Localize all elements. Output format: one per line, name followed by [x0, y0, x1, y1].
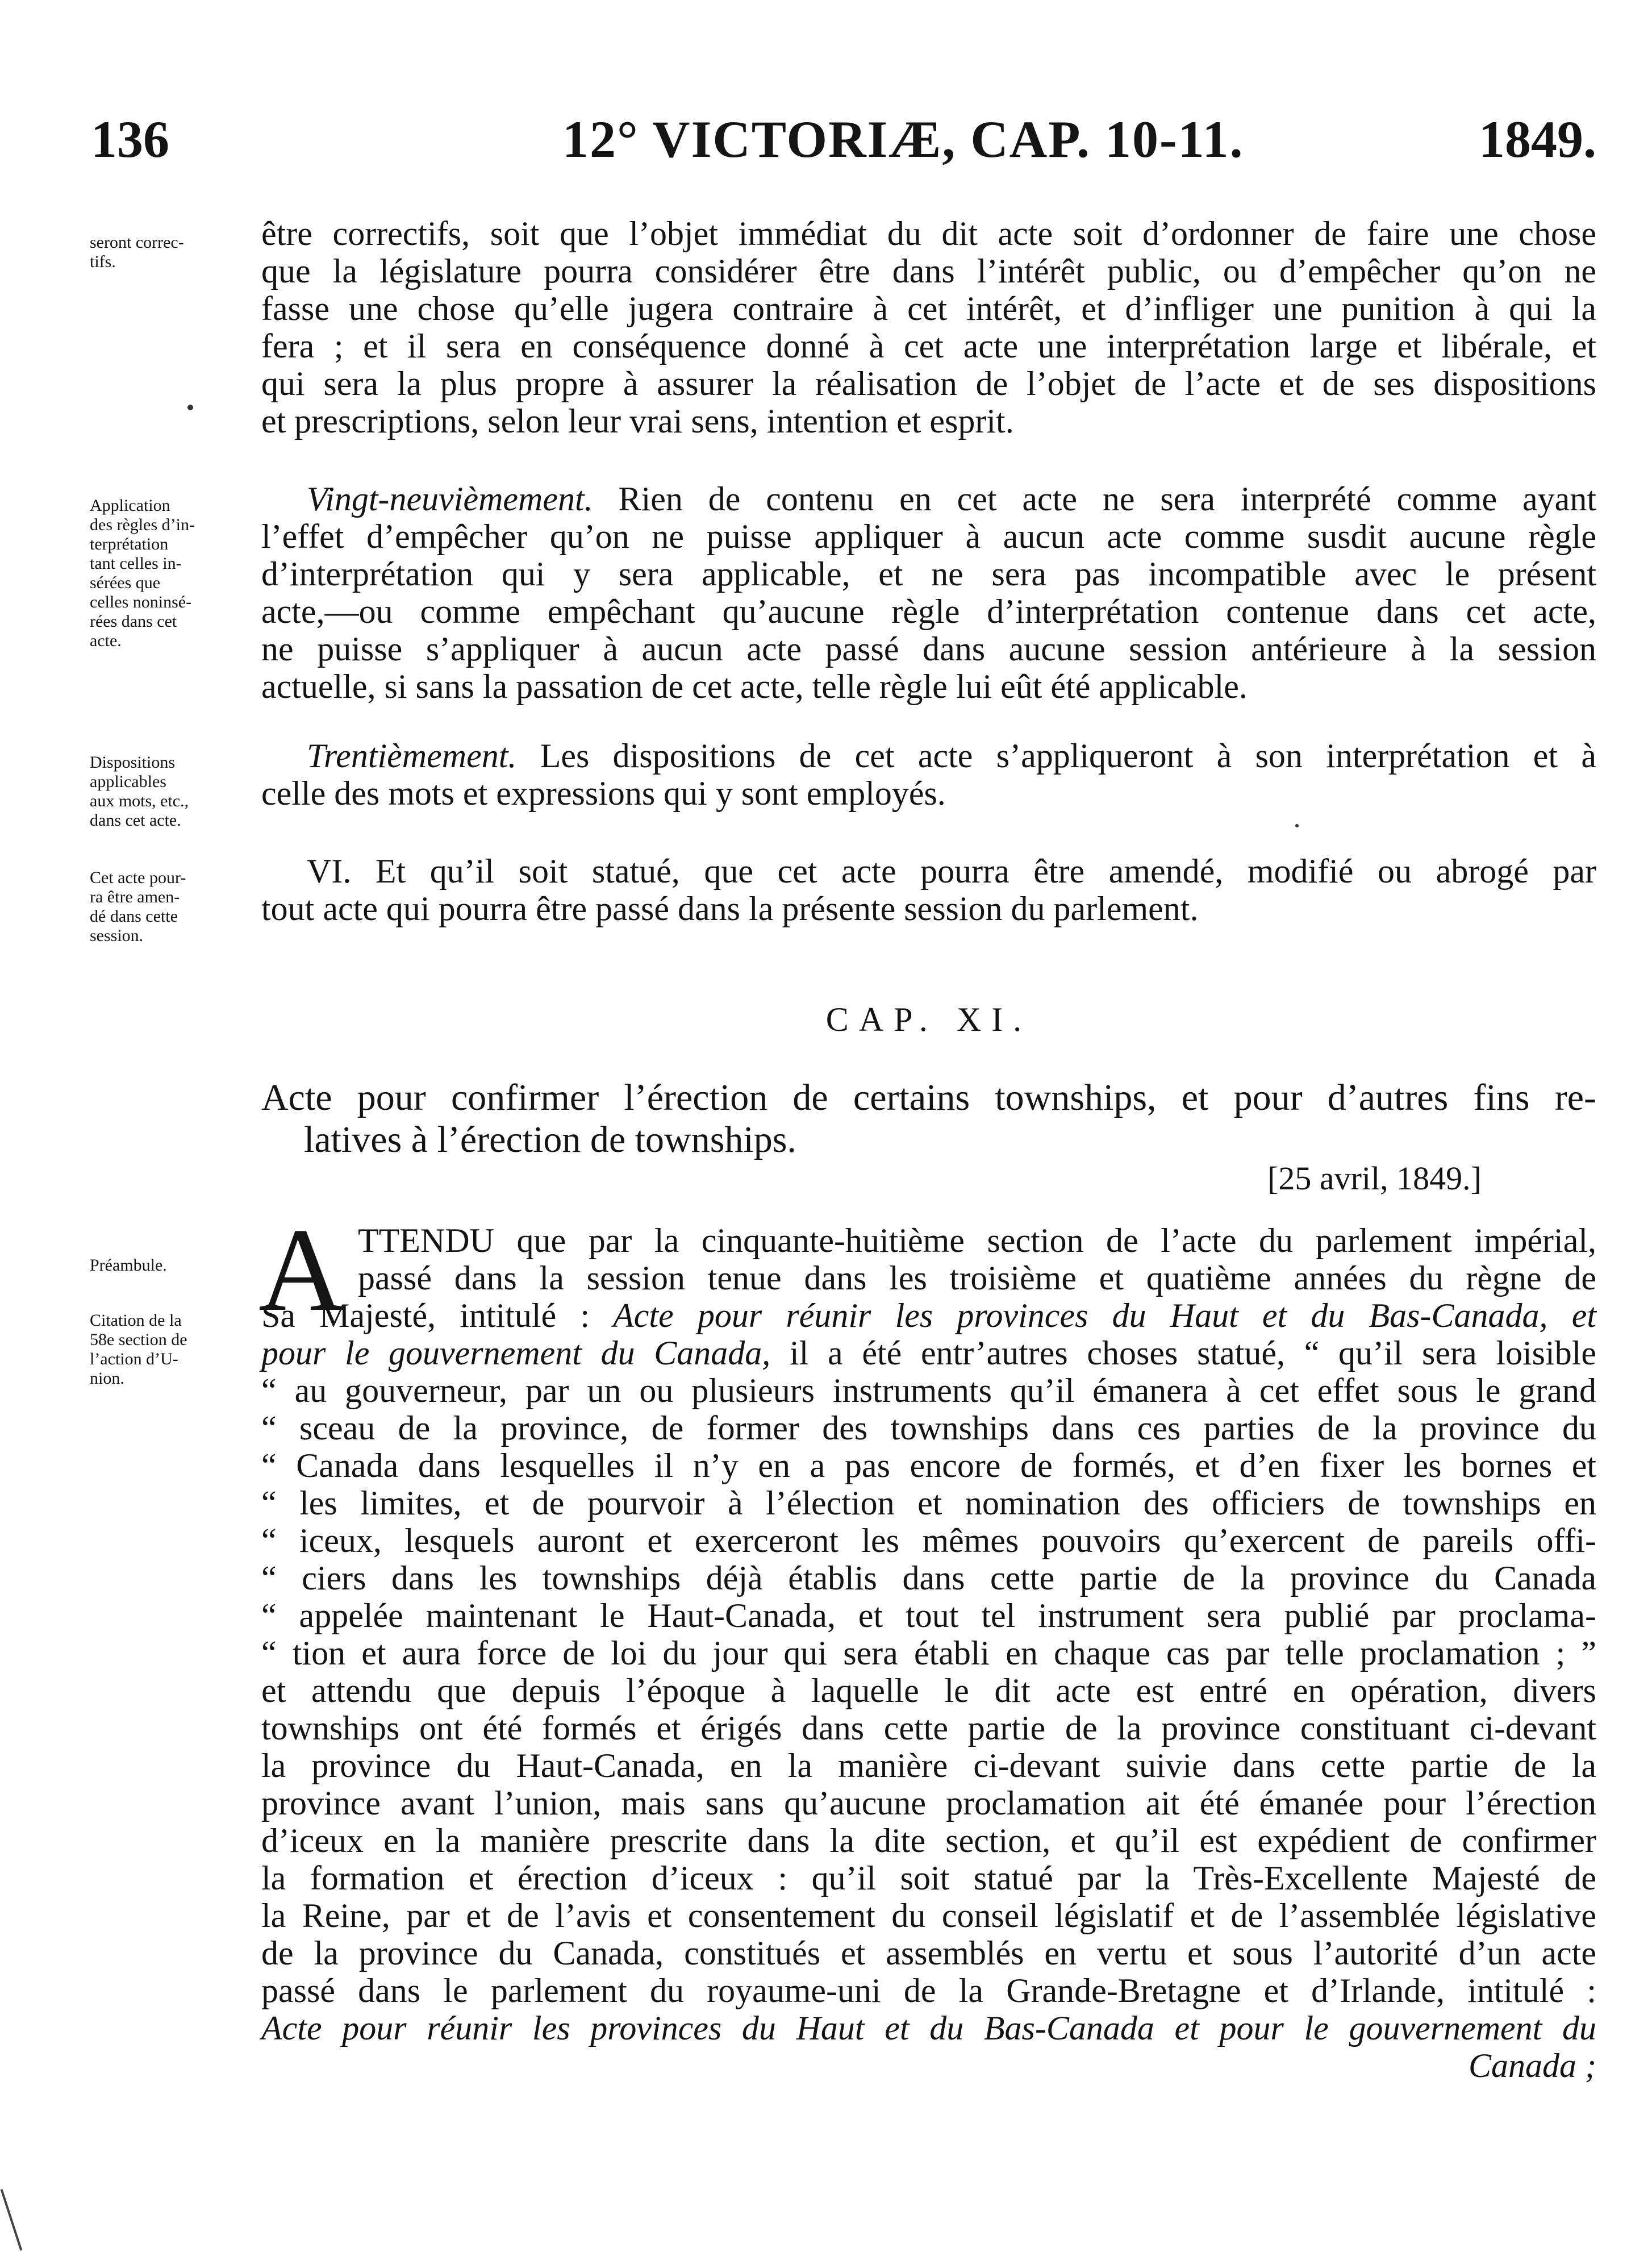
margin-note: Préambule.: [90, 1256, 167, 1275]
page-edge-mark: [1, 2189, 23, 2251]
margin-note: Cet acte pour- ra être amen- dé dans cette session.: [90, 868, 186, 945]
paragraph: être correctifs, soit que l’objet immédiat du dit acte soit d’ordonner de faire une chose que la législature pourra considérer être dans l’intérêt public, ou d’empêcher qu’on ne fasse une chose qu’elle jugera contraire à cet intérêt, et d’infliger une punition à qui la fera ; et il sera en conséquence donné à cet acte une interprétation large et libérale, et qui sera la plus propre à assurer la réalisation de l’objet de l’acte et de ses dispositions et prescriptions, selon leur vrai sens, intention et esprit.: [261, 215, 1596, 440]
paragraph: VI. Et qu’il soit statué, que cet acte pourra être amendé, modifié ou abrogé par tout acte qui pourra être passé dans la présente session du parlement.: [261, 852, 1596, 927]
paragraph: TTENDU que par la cinquante-huitième section de l’acte du parlement impérial, passé dans la session tenue dans les troisième et quatième années du règne de: [358, 1222, 1596, 1297]
margin-note: Citation de la 58e section de l’action d’U- nion.: [90, 1311, 187, 1388]
chapter-title: Acte pour confirmer l’érection de certains townships, et pour d’autres fins re- latives à l’érection de townships.: [261, 1077, 1596, 1160]
margin-note: seront correc- tifs.: [90, 233, 184, 271]
margin-note: Application des règles d’in- terprétation tant celles in- sérées que celles noninsé- rées dans cet acte.: [90, 496, 195, 650]
preamble-text: Sa Majesté, intitulé : Acte pour réunir les provinces du Haut et du Bas-Canada, et pour le gouvernement du Canada, il a été entr’autres choses statué, “ qu’il sera loisible “ au gouverneur, par un ou plusieurs instruments qu’il émanera à cet effet sous le grand “ sceau de la province, de former des townships dans ces parties de la province du “ Canada dans lesquelles il n’y en a pas encore de formés, et d’en fixer les bornes et “ les limites, et de pourvoir à l’élection et nomination des officiers de townships en “ iceux, lesquels auront et exerceront les mêmes pouvoirs qu’exercent de pareils offi- “ ciers dans les townships déjà établis dans cette partie de la province du Canada “ appelée maintenant le Haut-Canada, et tout tel instrument sera publié par proclama- “ tion et aura force de loi du jour qui sera établi en chaque cas par telle proclamation ; ” et attendu que depuis l’époque à laquelle le dit acte est entré en opération, divers townships ont été formés et érigés dans cette partie de la province constituant ci-devant la province du Haut-Canada, en la manière ci-devant suivie dans cette partie de la province avant l’union, mais sans qu’aucune proclamation ait été émanée pour l’érection d’iceux en la manière prescrite dans la dite section, et qu’il est expédient de confirmer la formation et érection d’iceux : qu’il soit statué par la Très-Excellente Majesté de la Reine, par et de l’avis et consentement du conseil législatif et de l’assemblée législative de la province du Canada, constitués et assemblés en vertu et sous l’autorité d’un acte passé dans le parlement du royaume-uni de la Grande-Bretagne et d’Irlande, intitulé : Acte pour réunir les provinces du Haut et du Bas-Canada et pour le gouvernement du Canada ;: [261, 1297, 1596, 2084]
page-number: 136: [91, 110, 169, 168]
header-year: 1849.: [1479, 110, 1596, 168]
paragraph: Trentièmement. Les dispositions de cet acte s’appliqueront à son interprétation et à celle des mots et expressions qui y sont employés.: [261, 737, 1596, 812]
print-speck: [1295, 824, 1299, 827]
chapter-heading: CAP. XI.: [825, 1001, 1032, 1038]
enactment-date: [25 avril, 1849.]: [1267, 1160, 1482, 1197]
drop-cap: A: [258, 1204, 345, 1336]
paragraph: Vingt-neuvièmement. Rien de contenu en cet acte ne sera interprété comme ayant l’effet d’empêcher qu’on ne puisse appliquer à aucun acte comme susdit aucune règle d’interprétation qui y sera applicable, et ne sera pas incompatible avec le présent acte,—ou comme empêchant qu’aucune règle d’interprétation contenue dans cet acte, ne puisse s’appliquer à aucun acte passé dans aucune session antérieure à la session actuelle, si sans la passation de cet acte, telle règle lui eût été applicable.: [261, 480, 1596, 705]
page-header: [85, 108, 1596, 170]
running-title: 12° VICTORIÆ, CAP. 10-11.: [562, 110, 1244, 168]
print-speck: [187, 405, 193, 410]
margin-note: Dispositions applicables aux mots, etc., dans cet acte.: [90, 753, 189, 830]
